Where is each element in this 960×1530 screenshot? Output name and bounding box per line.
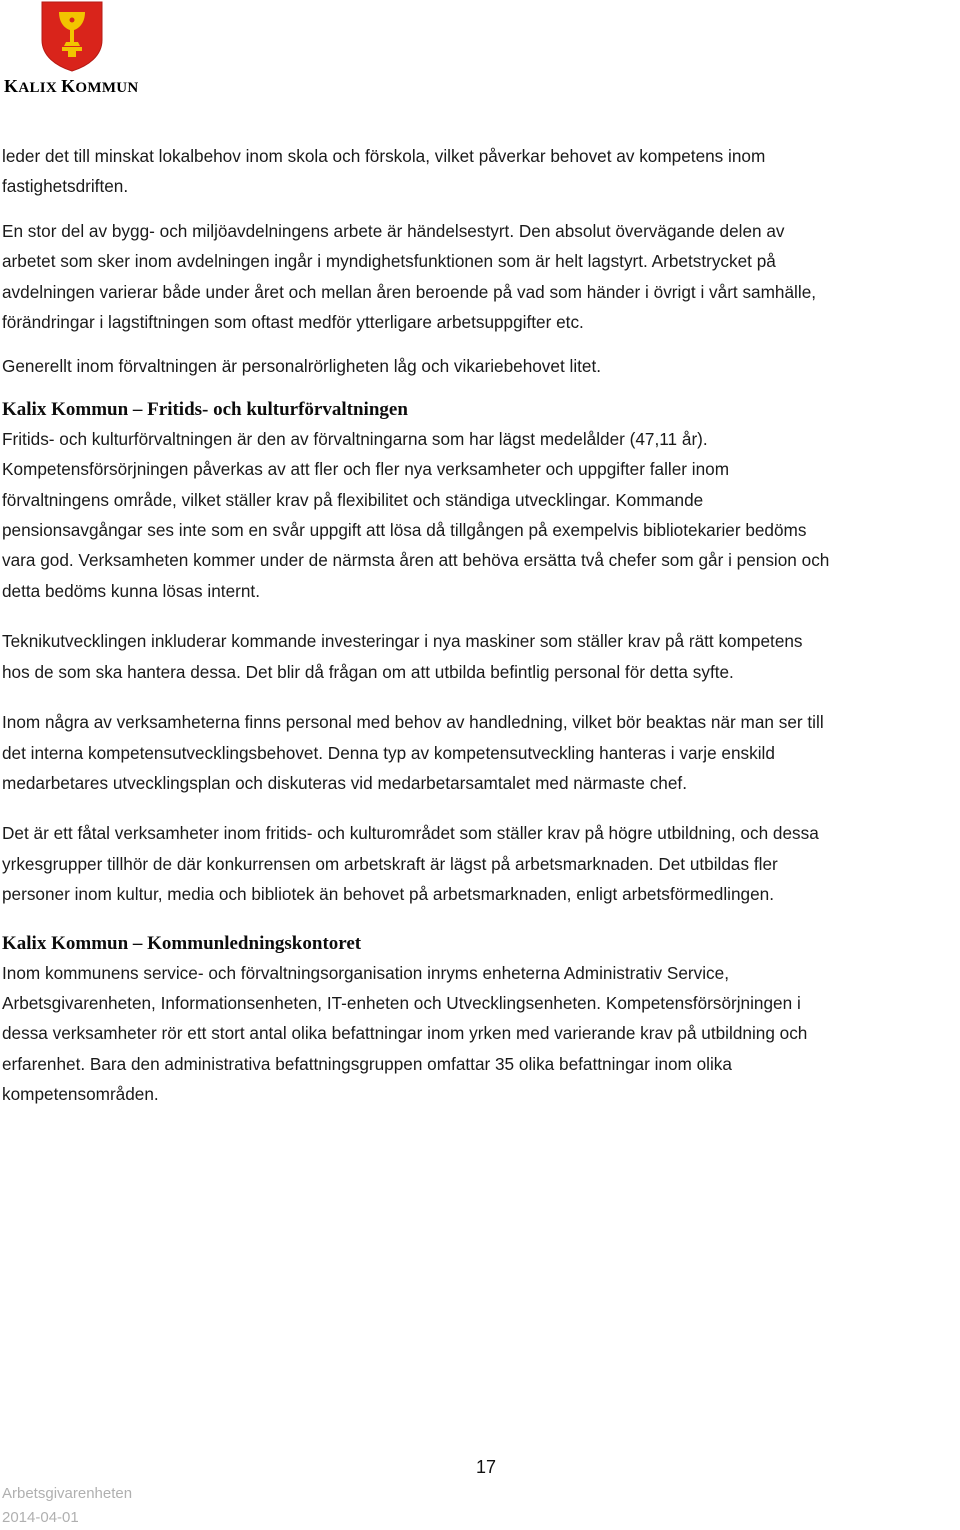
text-line: Generellt inom förvaltningen är personalrörligheten låg och vikariebehovet litet. <box>2 356 602 377</box>
text-line: personer inom kultur, media och bibliotek än behovet på arbetsmarknaden, enligt arbetsförmedlingen. <box>2 884 774 905</box>
paragraph-lokalbehov <box>2 141 960 202</box>
brand-name <box>4 76 139 97</box>
brand-letter: K <box>61 76 76 96</box>
section-heading-fritid-kultur: Kalix Kommun – Fritids- och kulturförvaltningen <box>2 398 408 420</box>
section-heading-kommunledning: Kalix Kommun – Kommunledningskontoret <box>2 932 362 954</box>
paragraph-handledning <box>2 707 960 798</box>
brand-text: OMMUN <box>75 80 139 96</box>
text-line: hos de som ska hantera dessa. Det blir då frågan om att utbilda befintlig personal för detta syfte. <box>2 661 734 682</box>
text-line: Det är ett fåtal verksamheter inom fritids- och kulturområdet som ställer krav på högre utbildning, och dessa <box>2 823 819 844</box>
paragraph-teknikutveckling <box>2 626 960 687</box>
brand-text: ALIX <box>18 80 62 96</box>
text-line: vara god. Verksamheten kommer under de närmsta åren att behöva ersätta två chefer som går i pension och <box>2 550 830 571</box>
text-line: förvaltningens område, vilket ställer krav på flexibilitet och ständiga utvecklingar. Kommande <box>2 489 704 510</box>
text-line: kompetensområden. <box>2 1084 159 1105</box>
document-body <box>2 141 960 1110</box>
paragraph-fritid-kultur <box>2 424 960 606</box>
page-header <box>0 0 960 100</box>
paragraph-personalrorlighet <box>2 351 960 381</box>
text-line: dessa verksamheter rör ett stort antal olika befattningar inom yrken med varierande krav på utbildning och <box>2 1023 808 1044</box>
text-line: En stor del av bygg- och miljöavdelningens arbete är händelsestyrt. Den absolut övervägande delen av <box>2 220 785 241</box>
text-line: Inom några av verksamheterna finns personal med behov av handledning, vilket bör beaktas när man ser till <box>2 712 824 733</box>
text-line: medarbetares utvecklingsplan och diskuteras vid medarbetarsamtalet med närmaste chef. <box>2 772 687 793</box>
paragraph-kommunledning <box>2 958 960 1110</box>
text-line: yrkesgrupper tillhör de där konkurrensen om arbetskraft är lägst på arbetsmarknaden. Det utbildas fler <box>2 853 778 874</box>
text-line: detta bedöms kunna lösas internt. <box>2 580 260 601</box>
text-line: Fritids- och kulturförvaltningen är den av förvaltningarna som har lägst medelålder (47,11 år). <box>2 428 708 449</box>
text-line: förändringar i lagstiftningen som oftast medför ytterligare arbetsuppgifter etc. <box>2 312 584 333</box>
text-line: Kompetensförsörjningen påverkas av att fler och fler nya verksamheter och uppgifter faller inom <box>2 459 730 480</box>
text-line: avdelningen varierar både under året och mellan åren beroende på vad som händer i övrigt i vårt samhälle, <box>2 281 817 302</box>
footer-info <box>2 1482 132 1530</box>
text-line: leder det till minskat lokalbehov inom skola och förskola, vilket påverkar behovet av kompetens inom <box>2 146 766 166</box>
paragraph-hogre-utbildning <box>2 818 960 909</box>
footer-department: Arbetsgivarenheten <box>2 1485 133 1502</box>
page-number: 17 <box>475 1457 497 1477</box>
kalix-coat-of-arms-logo <box>38 0 106 72</box>
text-line: Inom kommunens service- och förvaltningsorganisation inryms enheterna Administrativ Service, <box>2 962 729 983</box>
text-line: erfarenhet. Bara den administrativa befattningsgruppen omfattar 35 olika befattningar inom olika <box>2 1053 732 1074</box>
paragraph-bygg-miljo <box>2 216 960 338</box>
text-line: Teknikutvecklingen inkluderar kommande investeringar i nya maskiner som ställer krav på rätt kompetens <box>2 631 803 652</box>
footer-date: 2014-04-01 <box>2 1509 79 1526</box>
text-line: fastighetsdriften. <box>2 176 129 197</box>
text-line: arbetet som sker inom avdelningen ingår i myndighetsfunktionen som är helt lagstyrt. Arbetstrycket på <box>2 251 776 272</box>
text-line: det interna kompetensutvecklingsbehovet. Denna typ av kompetensutveckling hanteras i varje enskild <box>2 742 775 763</box>
text-line: pensionsavgångar ses inte som en svår uppgift att lösa då tillgången på exempelvis bibliotekarier bedöms <box>2 520 807 541</box>
brand-letter: K <box>4 76 19 96</box>
text-line: Arbetsgivarenheten, Informationsenheten, IT-enheten och Utvecklingsenheten. Kompetensförsörjningen i <box>2 992 801 1013</box>
